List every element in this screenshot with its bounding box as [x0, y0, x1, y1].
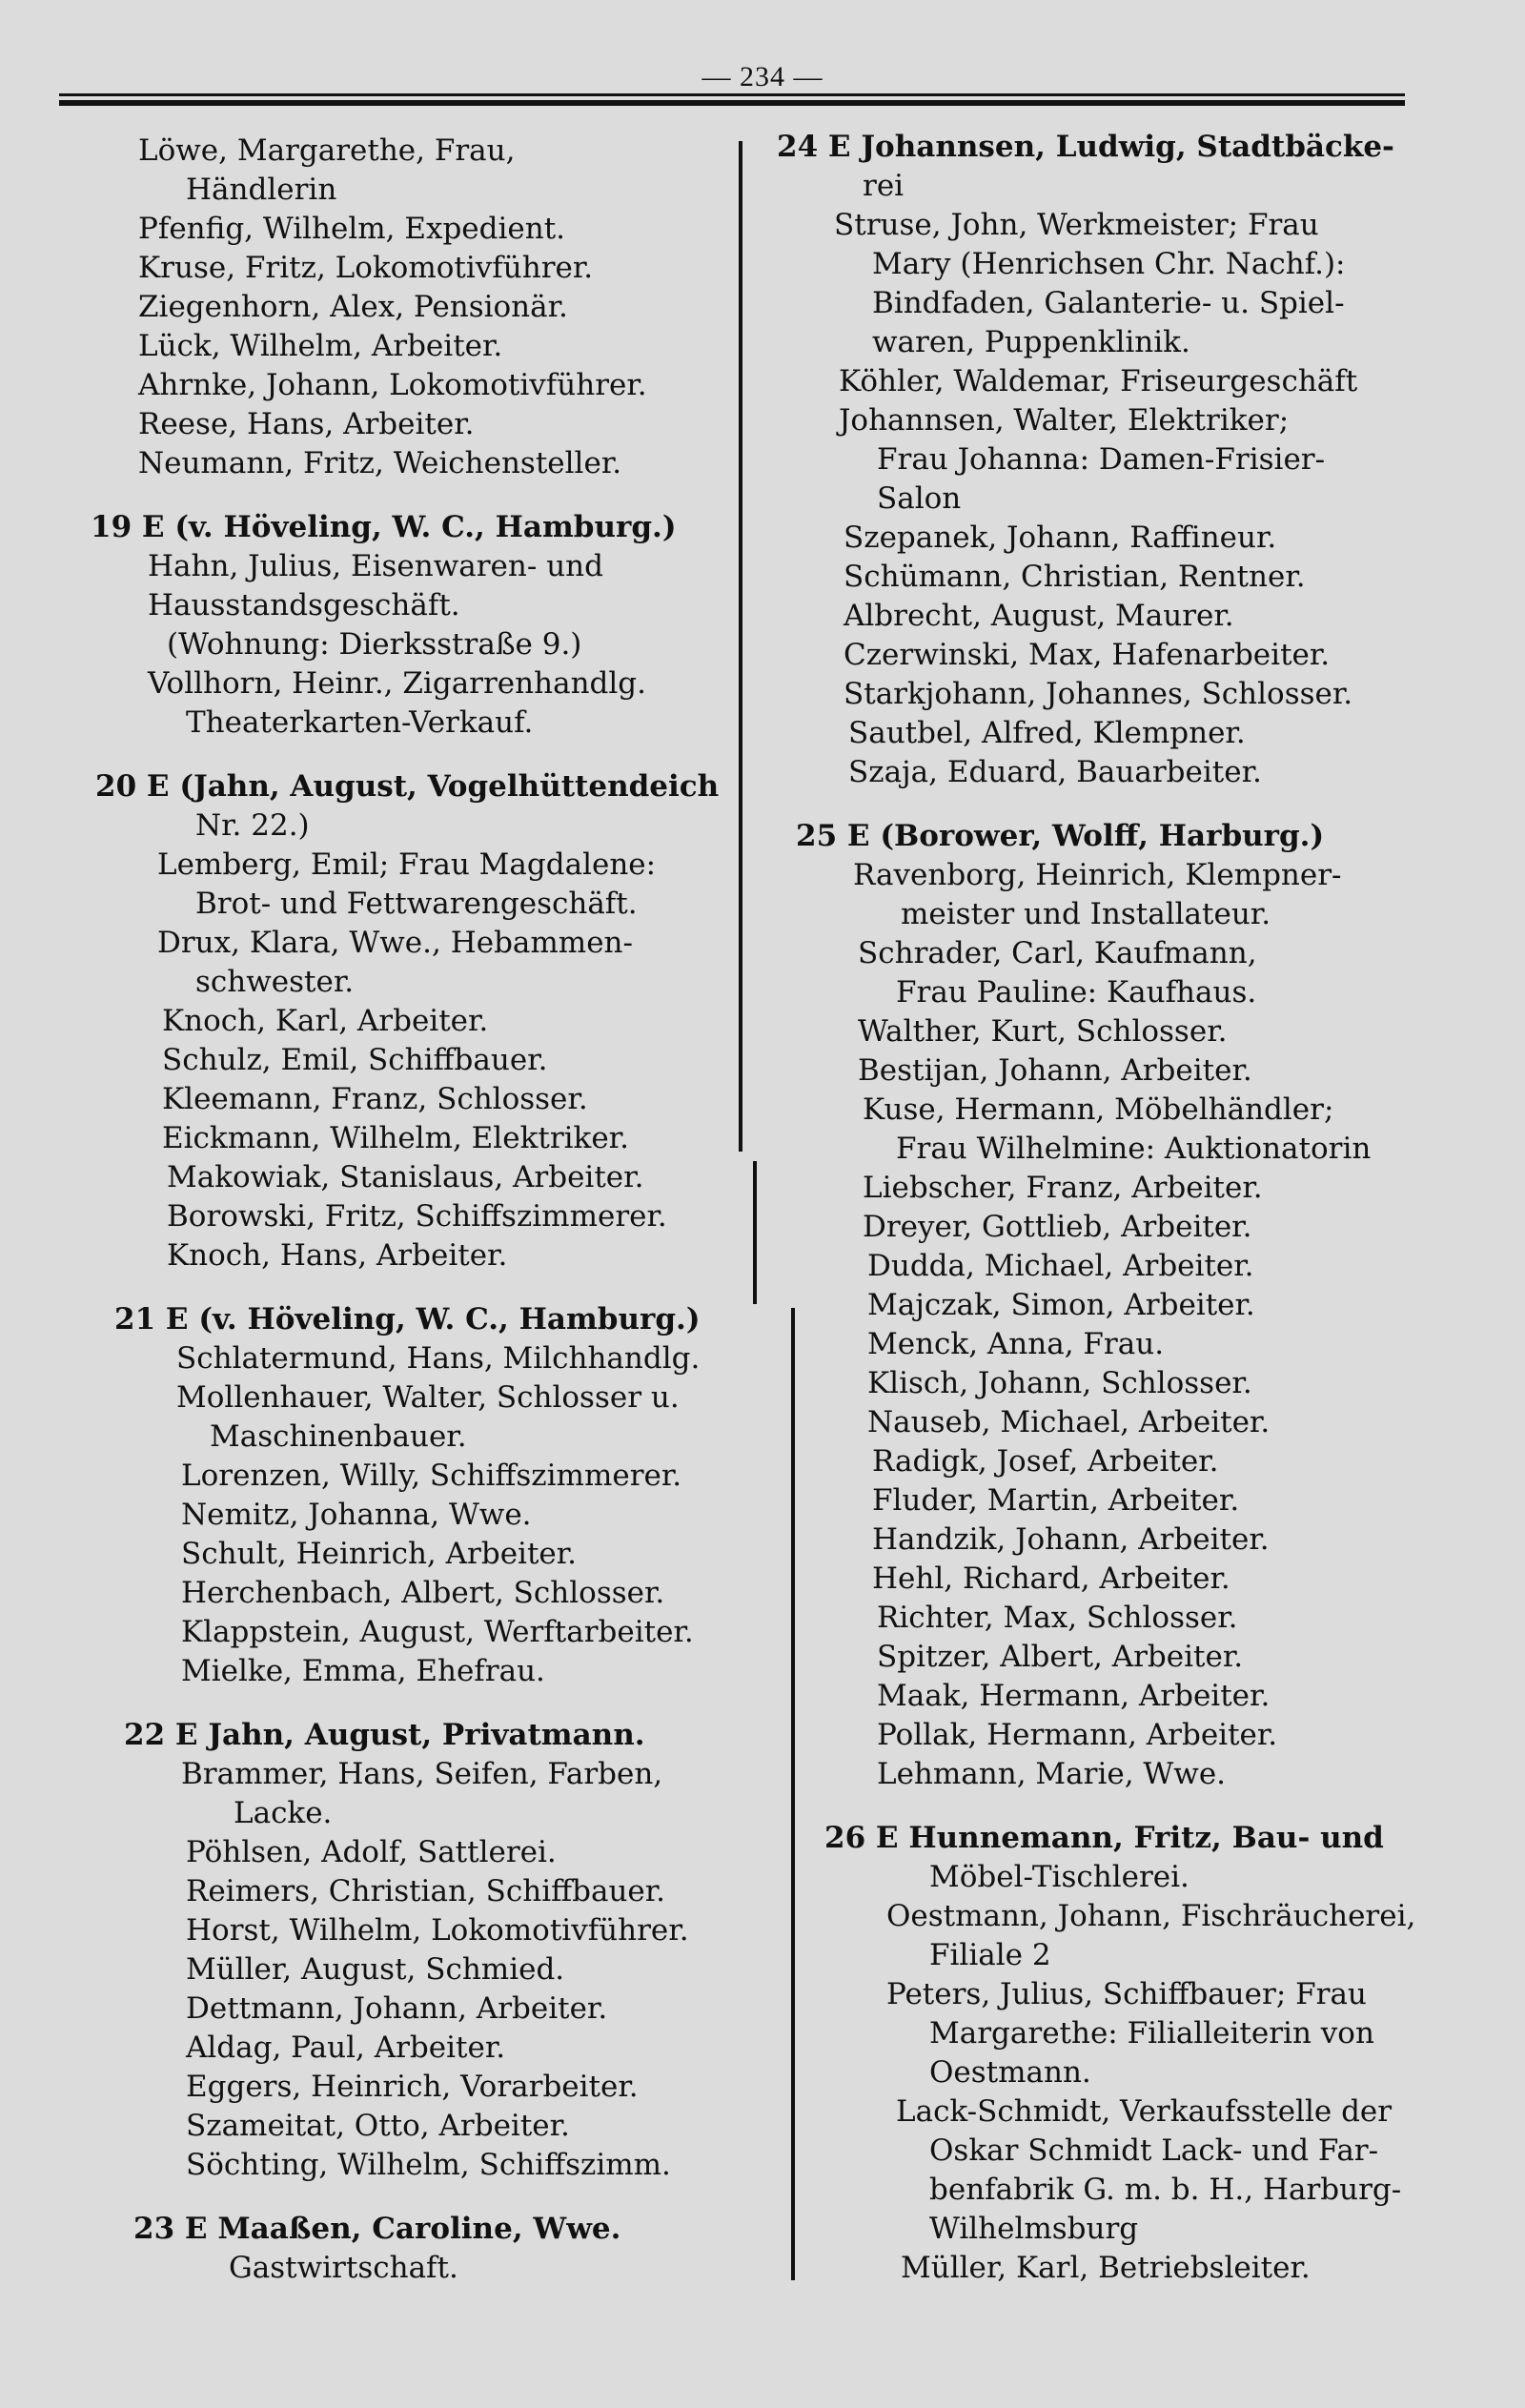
- house-heading: 21 E (v. Höveling, W. C., Hamburg.): [114, 1302, 701, 1337]
- resident-entry: benfabrik G. m. b. H., Harburg-: [929, 2173, 1402, 2207]
- section-gap: [777, 792, 1482, 817]
- header-rule: [59, 93, 1405, 106]
- resident-entry: Söchting, Wilhelm, Schiffszimm.: [186, 2148, 671, 2182]
- resident-entry: Theaterkarten-Verkauf.: [186, 705, 534, 740]
- resident-entry: Frau Johanna: Damen-Frisier-: [877, 442, 1326, 477]
- right-column: [777, 128, 1482, 2288]
- resident-entry: Spitzer, Albert, Arbeiter.: [877, 1640, 1244, 1674]
- resident-entry: Drux, Klara, Wwe., Hebammen-: [157, 926, 633, 960]
- resident-entry: Hausstandsgeschäft.: [148, 588, 460, 622]
- resident-entry: Salon: [877, 481, 962, 516]
- resident-entry: Brammer, Hans, Seifen, Farben,: [181, 1757, 663, 1791]
- resident-entry: Pfenfig, Wilhelm, Expedient.: [138, 212, 566, 246]
- resident-entry: Schulz, Emil, Schiffbauer.: [162, 1043, 548, 1077]
- resident-entry: Lück, Wilhelm, Arbeiter.: [138, 329, 503, 363]
- resident-entry: Albrecht, August, Maurer.: [844, 599, 1234, 633]
- resident-entry: Knoch, Hans, Arbeiter.: [167, 1238, 508, 1273]
- resident-entry: Eickmann, Wilhelm, Elektriker.: [162, 1121, 629, 1155]
- resident-entry: Neumann, Fritz, Weichensteller.: [138, 446, 622, 480]
- resident-entry: Kuse, Hermann, Möbelhändler;: [863, 1092, 1334, 1127]
- resident-entry: Oestmann, Johann, Fischräucherei,: [886, 1899, 1416, 1933]
- left-column: [91, 132, 748, 2288]
- resident-entry: Schult, Heinrich, Arbeiter.: [181, 1537, 578, 1571]
- resident-entry: Richter, Max, Schlosser.: [877, 1601, 1238, 1635]
- section-gap: [777, 1794, 1482, 1819]
- resident-entry: Majczak, Simon, Arbeiter.: [867, 1288, 1255, 1322]
- house-heading: 19 E (v. Höveling, W. C., Hamburg.): [91, 510, 677, 544]
- resident-entry: Müller, Karl, Betriebsleiter.: [901, 2251, 1311, 2285]
- resident-entry: Filiale 2: [929, 1938, 1051, 1972]
- resident-entry: Kruse, Fritz, Lokomotivführer.: [138, 251, 594, 285]
- resident-entry: Walther, Kurt, Schlosser.: [858, 1014, 1228, 1049]
- resident-entry: Johannsen, Walter, Elektriker;: [839, 403, 1290, 438]
- house-heading: 26 E Hunnemann, Fritz, Bau- und: [824, 1821, 1384, 1855]
- section-gap: [91, 1691, 748, 1716]
- resident-entry: Lorenzen, Willy, Schiffszimmerer.: [181, 1459, 682, 1493]
- resident-entry: Sautbel, Alfred, Klempner.: [848, 716, 1246, 750]
- resident-entry: Vollhorn, Heinr., Zigarrenhandlg.: [148, 666, 646, 701]
- resident-entry: Oestmann.: [929, 2055, 1091, 2090]
- resident-entry: Aldag, Paul, Arbeiter.: [186, 2030, 506, 2065]
- section-gap: [91, 1275, 748, 1300]
- resident-entry: Dudda, Michael, Arbeiter.: [867, 1249, 1254, 1283]
- resident-entry: Nemitz, Johanna, Wwe.: [181, 1498, 532, 1532]
- resident-entry: Bindfaden, Galanterie- u. Spiel-: [872, 286, 1345, 320]
- house-heading: 20 E (Jahn, August, Vogelhüttendeich: [95, 769, 720, 804]
- resident-entry: Ahrnke, Johann, Lokomotivführer.: [138, 368, 647, 402]
- resident-entry: Müller, August, Schmied.: [186, 1952, 565, 1987]
- resident-entry: Löwe, Margarethe, Frau,: [138, 133, 516, 168]
- resident-entry: Szameitat, Otto, Arbeiter.: [186, 2109, 570, 2143]
- resident-entry: Pöhlsen, Adolf, Sattlerei.: [186, 1835, 557, 1869]
- house-heading: 23 E Maaßen, Caroline, Wwe.: [133, 2212, 621, 2246]
- resident-entry: Nauseb, Michael, Arbeiter.: [867, 1405, 1271, 1439]
- resident-entry: Szepanek, Johann, Raffineur.: [844, 520, 1277, 555]
- resident-entry: Margarethe: Filialleiterin von: [929, 2016, 1374, 2051]
- resident-entry: Klappstein, August, Werftarbeiter.: [181, 1615, 694, 1649]
- resident-entry: Handzik, Johann, Arbeiter.: [872, 1522, 1270, 1557]
- section-gap: [91, 2185, 748, 2210]
- resident-entry: Frau Wilhelmine: Auktionatorin: [896, 1132, 1372, 1166]
- resident-entry: Fluder, Martin, Arbeiter.: [872, 1483, 1240, 1518]
- resident-entry: Lack-Schmidt, Verkaufsstelle der: [896, 2094, 1393, 2129]
- resident-entry: Hahn, Julius, Eisenwaren- und: [148, 549, 603, 583]
- resident-entry: Hehl, Richard, Arbeiter.: [872, 1561, 1230, 1596]
- resident-entry: Oskar Schmidt Lack- und Far-: [929, 2133, 1379, 2168]
- resident-entry: Starkjohann, Johannes, Schlosser.: [844, 677, 1353, 711]
- resident-entry: Lacke.: [234, 1796, 333, 1830]
- house-heading: 22 E Jahn, August, Privatmann.: [124, 1718, 645, 1752]
- resident-entry: Czerwinski, Max, Hafenarbeiter.: [844, 638, 1331, 672]
- resident-entry: Herchenbach, Albert, Schlosser.: [181, 1576, 665, 1610]
- resident-entry: Radigk, Josef, Arbeiter.: [872, 1444, 1219, 1479]
- resident-entry: Mielke, Emma, Ehefrau.: [181, 1654, 545, 1688]
- resident-entry: Ravenborg, Heinrich, Klempner-: [853, 858, 1342, 892]
- resident-entry: Borowski, Fritz, Schiffszimmerer.: [167, 1199, 667, 1234]
- resident-entry: meister und Installateur.: [901, 897, 1271, 931]
- resident-entry: Eggers, Heinrich, Vorarbeiter.: [186, 2070, 639, 2104]
- resident-entry: Wilhelmsburg: [929, 2212, 1139, 2246]
- resident-entry: Ziegenhorn, Alex, Pensionär.: [138, 290, 568, 324]
- resident-entry: Schrader, Carl, Kaufmann,: [858, 936, 1257, 970]
- resident-entry: Kleemann, Franz, Schlosser.: [162, 1082, 588, 1116]
- page-number: — 234 —: [702, 61, 824, 92]
- resident-entry: Pollak, Hermann, Arbeiter.: [877, 1718, 1278, 1752]
- resident-entry: Mary (Henrichsen Chr. Nachf.):: [872, 247, 1346, 281]
- section-gap: [91, 743, 748, 767]
- resident-entry: Szaja, Eduard, Bauarbeiter.: [848, 755, 1262, 789]
- resident-entry: Knoch, Karl, Arbeiter.: [162, 1004, 489, 1038]
- resident-entry: Peters, Julius, Schiffbauer; Frau: [886, 1977, 1367, 2011]
- resident-entry: Brot- und Fettwarengeschäft.: [195, 887, 638, 921]
- resident-entry: Schümann, Christian, Rentner.: [844, 560, 1306, 594]
- resident-entry: Köhler, Waldemar, Friseurgeschäft: [839, 364, 1358, 398]
- resident-entry: Reimers, Christian, Schiffbauer.: [186, 1874, 666, 1908]
- resident-entry: Lehmann, Marie, Wwe.: [877, 1757, 1227, 1791]
- resident-entry: Reese, Hans, Arbeiter.: [138, 407, 475, 441]
- resident-entry: Bestijan, Johann, Arbeiter.: [858, 1053, 1252, 1088]
- house-heading: 24 E Johannsen, Ludwig, Stadtbäcke-: [777, 130, 1394, 164]
- resident-entry: (Wohnung: Dierksstraße 9.): [167, 627, 582, 662]
- resident-entry: Menck, Anna, Frau.: [867, 1327, 1165, 1361]
- column-divider: [753, 1161, 757, 1304]
- resident-entry: Klisch, Johann, Schlosser.: [867, 1366, 1252, 1400]
- resident-entry: Dreyer, Gottlieb, Arbeiter.: [863, 1210, 1252, 1244]
- resident-entry: Händlerin: [186, 173, 337, 207]
- resident-entry: waren, Puppenklinik.: [872, 325, 1190, 359]
- resident-entry: Schlatermund, Hans, Milchhandlg.: [176, 1341, 701, 1376]
- resident-entry: Dettmann, Johann, Arbeiter.: [186, 1991, 608, 2026]
- resident-entry: Lemberg, Emil; Frau Magdalene:: [157, 847, 657, 882]
- resident-entry: Gastwirtschaft.: [229, 2251, 458, 2285]
- resident-entry: Liebscher, Franz, Arbeiter.: [863, 1171, 1263, 1205]
- resident-entry: Makowiak, Stanislaus, Arbeiter.: [167, 1160, 644, 1194]
- resident-entry: Horst, Wilhelm, Lokomotivführer.: [186, 1913, 689, 1948]
- resident-entry: Maak, Hermann, Arbeiter.: [877, 1679, 1271, 1713]
- resident-entry: Möbel-Tischlerei.: [929, 1860, 1190, 1894]
- resident-entry: Frau Pauline: Kaufhaus.: [896, 975, 1257, 1010]
- resident-entry: Nr. 22.): [195, 808, 310, 843]
- resident-entry: Mollenhauer, Walter, Schlosser u.: [176, 1380, 680, 1415]
- resident-entry: Maschinenbauer.: [210, 1419, 467, 1454]
- resident-entry: Struse, John, Werkmeister; Frau: [834, 208, 1319, 242]
- house-heading: 25 E (Borower, Wolff, Harburg.): [796, 819, 1325, 853]
- resident-entry: schwester.: [195, 965, 355, 999]
- resident-entry: rei: [863, 169, 905, 203]
- section-gap: [91, 483, 748, 508]
